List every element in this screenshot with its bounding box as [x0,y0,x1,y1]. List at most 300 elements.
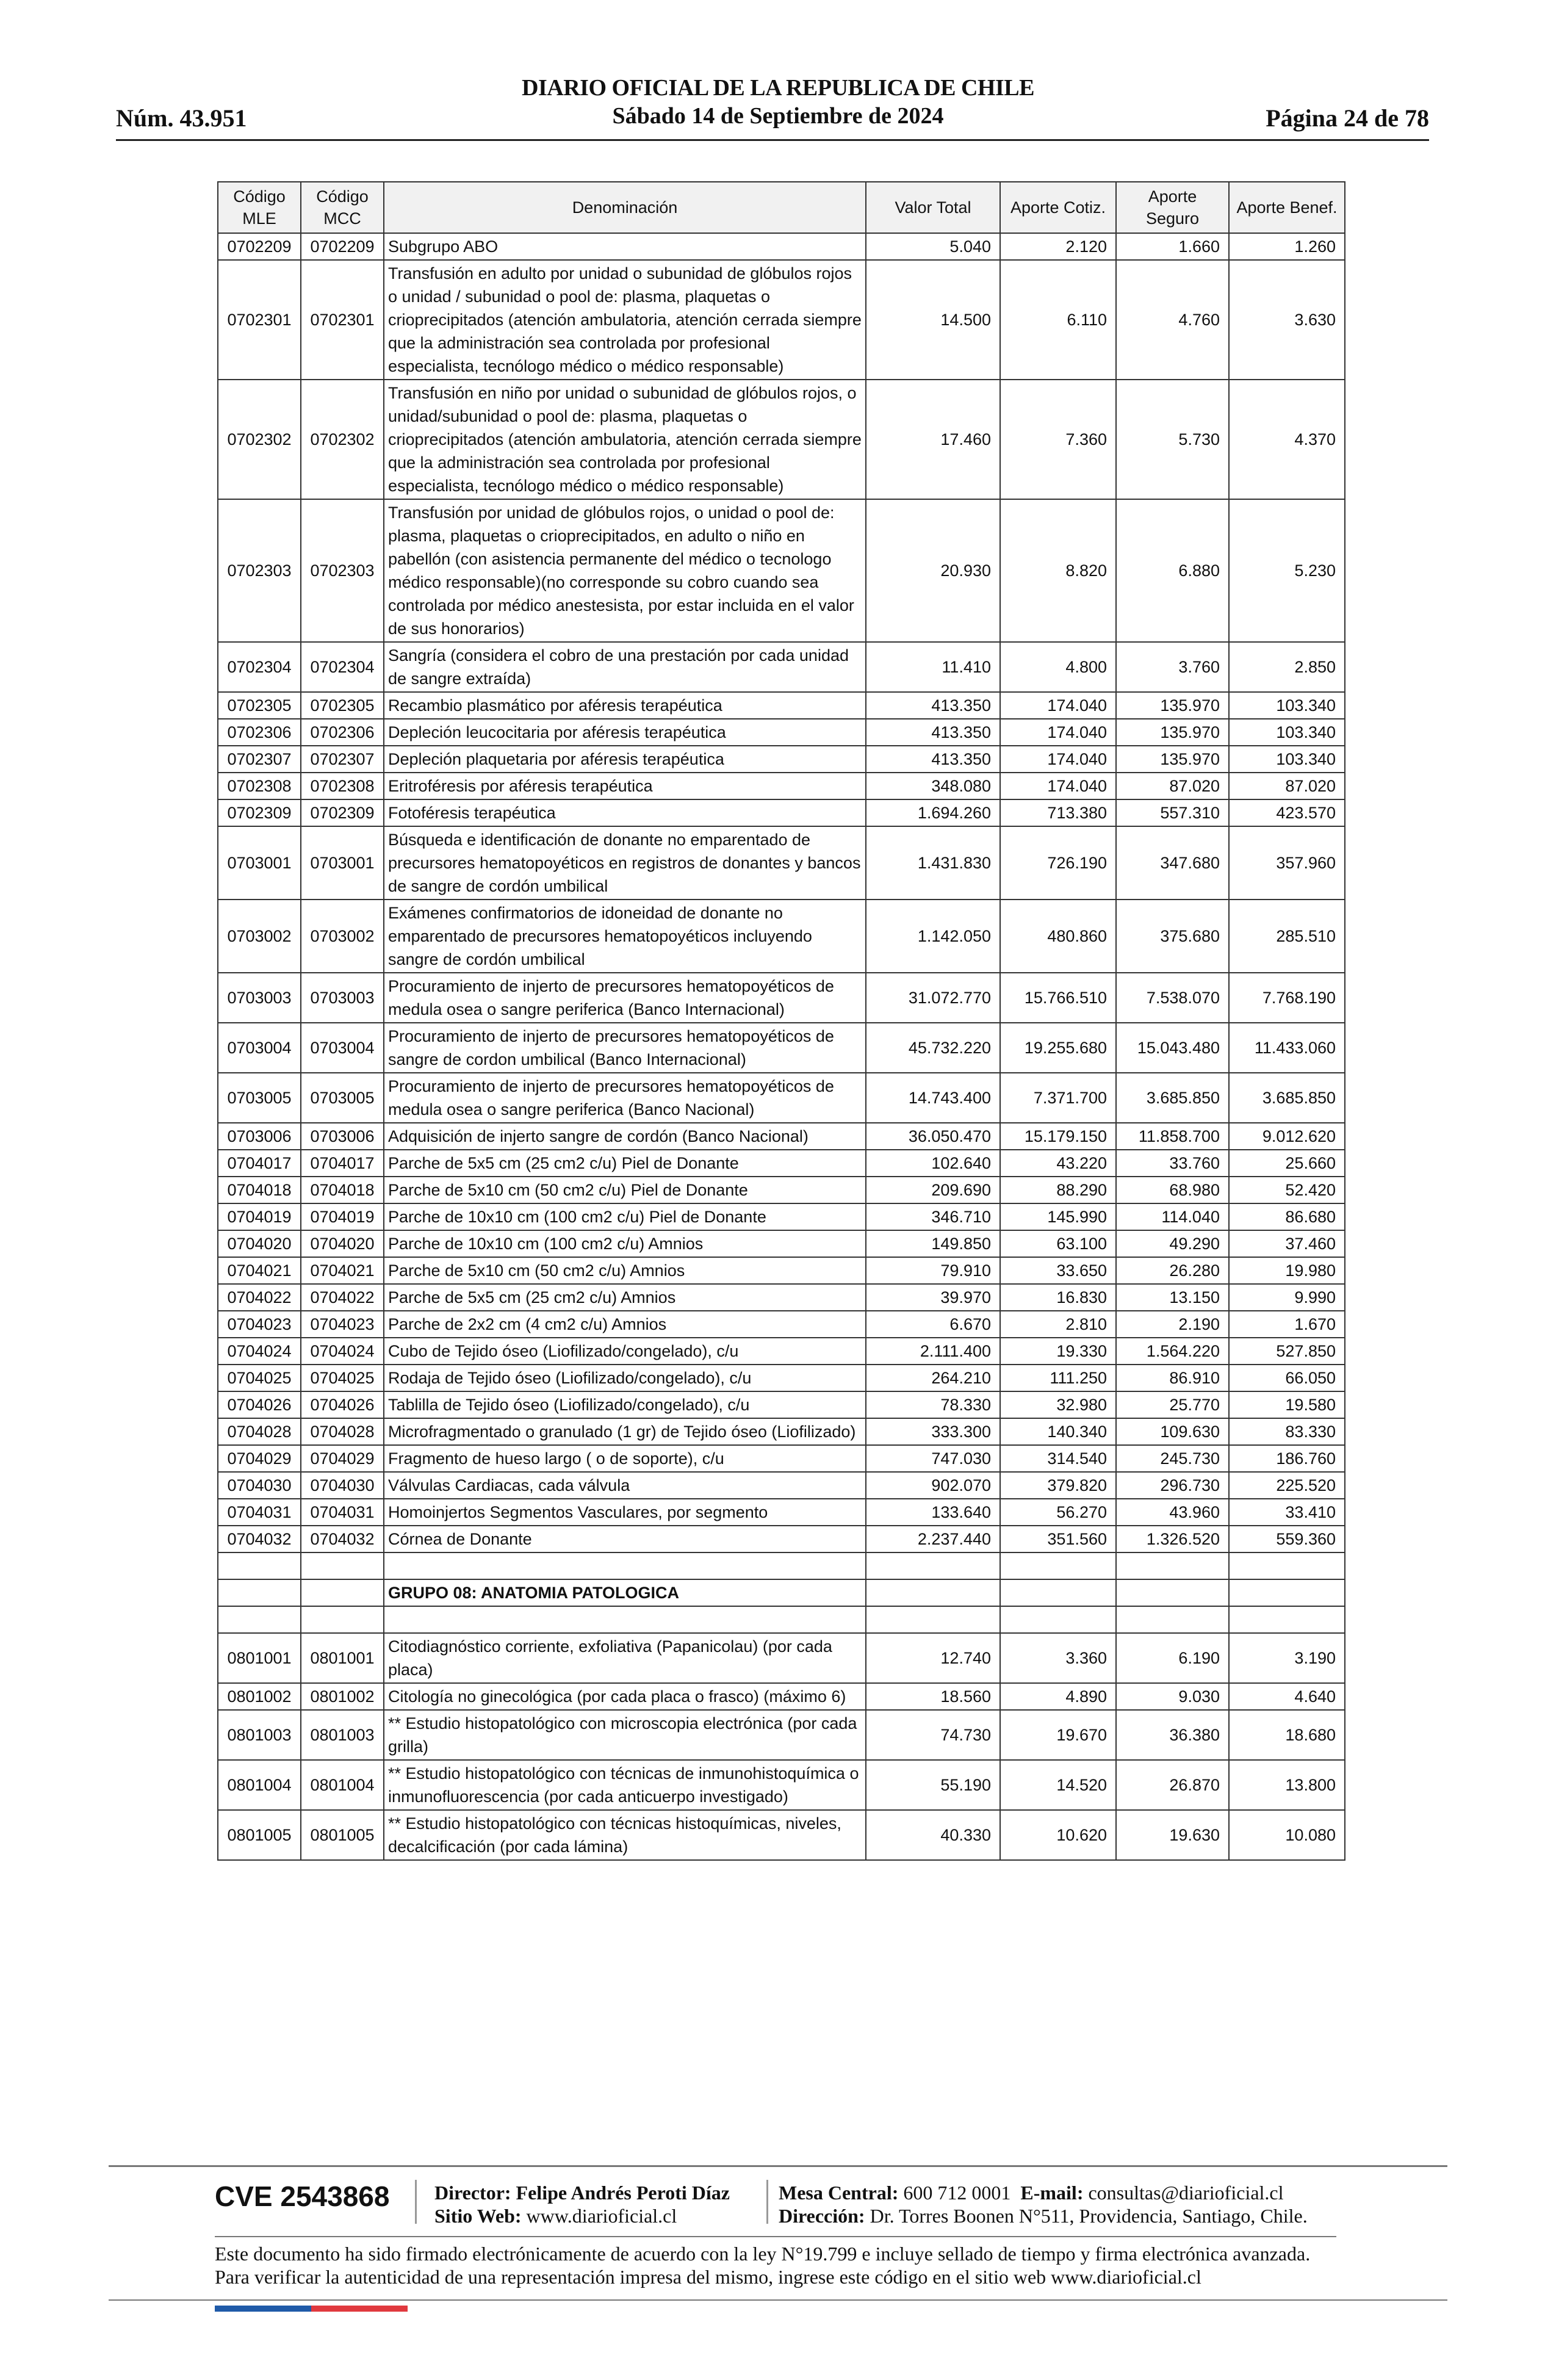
empty-cell [1116,1552,1229,1579]
cell-code-mle: 0703002 [218,900,301,973]
cell-aporte-cotiz: 6.110 [1000,260,1116,380]
cell-valor-total: 14.743.400 [866,1073,1000,1123]
cell-aporte-seguro: 2.190 [1116,1311,1229,1338]
table-row [218,1760,1345,1810]
cell-aporte-cotiz: 7.360 [1000,380,1116,499]
cell-valor-total: 74.730 [866,1710,1000,1760]
cell-code-mle: 0704030 [218,1472,301,1499]
empty-cell [301,1579,384,1606]
table-row [218,1257,1345,1284]
cell-aporte-seguro: 15.043.480 [1116,1023,1229,1073]
empty-cell [1116,1579,1229,1606]
footer-director-block [434,2181,730,2227]
cell-aporte-cotiz: 726.190 [1000,826,1116,900]
empty-cell [301,1552,384,1579]
cell-aporte-cotiz: 111.250 [1000,1365,1116,1391]
cell-code-mle: 0702302 [218,380,301,499]
cell-denominacion: Córnea de Donante [384,1526,866,1552]
cell-aporte-seguro: 109.630 [1116,1418,1229,1445]
cell-valor-total: 6.670 [866,1311,1000,1338]
cell-denominacion: Fragmento de hueso largo ( o de soporte), c/u [384,1445,866,1472]
cell-aporte-cotiz: 33.650 [1000,1257,1116,1284]
cell-code-mle: 0704026 [218,1391,301,1418]
cell-aporte-cotiz: 43.220 [1000,1150,1116,1177]
table-row [218,799,1345,826]
address-label: Dirección: [779,2205,865,2227]
cell-denominacion: Fotoféresis terapéutica [384,799,866,826]
mesa-label: Mesa Central: [779,2182,899,2204]
cell-aporte-cotiz: 15.766.510 [1000,973,1116,1023]
cell-valor-total: 1.694.260 [866,799,1000,826]
cell-aporte-benef: 33.410 [1229,1499,1345,1526]
cell-code-mcc: 0703003 [301,973,384,1023]
cell-aporte-benef: 527.850 [1229,1338,1345,1365]
cell-code-mle: 0702304 [218,642,301,692]
cell-aporte-seguro: 5.730 [1116,380,1229,499]
cell-aporte-benef: 285.510 [1229,900,1345,973]
cell-valor-total: 348.080 [866,773,1000,799]
cell-aporte-seguro: 3.760 [1116,642,1229,692]
cve-code: CVE 2543868 [215,2180,390,2212]
table-row [218,1683,1345,1710]
col-header-denominacion: Denominación [384,182,866,233]
cell-aporte-seguro: 43.960 [1116,1499,1229,1526]
cell-aporte-cotiz: 174.040 [1000,773,1116,799]
cell-valor-total: 78.330 [866,1391,1000,1418]
table-row [218,1230,1345,1257]
cell-aporte-cotiz: 19.255.680 [1000,1023,1116,1073]
cell-code-mle: 0704019 [218,1203,301,1230]
group-heading: GRUPO 08: ANATOMIA PATOLOGICA [384,1579,866,1606]
cell-aporte-benef: 9.990 [1229,1284,1345,1311]
empty-cell [1229,1579,1345,1606]
cell-aporte-cotiz: 4.890 [1000,1683,1116,1710]
cell-code-mcc: 0702303 [301,499,384,642]
cell-denominacion: Parche de 5x5 cm (25 cm2 c/u) Amnios [384,1284,866,1311]
mesa-phone: 600 712 0001 [903,2182,1011,2204]
cell-aporte-benef: 103.340 [1229,692,1345,719]
cell-valor-total: 14.500 [866,260,1000,380]
cell-aporte-seguro: 375.680 [1116,900,1229,973]
address-text: Dr. Torres Boonen N°511, Providencia, Santiago, Chile. [870,2205,1308,2227]
cell-valor-total: 11.410 [866,642,1000,692]
cell-denominacion: Citodiagnóstico corriente, exfoliativa (Papanicolau) (por cada placa) [384,1633,866,1683]
cell-valor-total: 413.350 [866,719,1000,746]
cell-denominacion: Parche de 10x10 cm (100 cm2 c/u) Piel de Donante [384,1203,866,1230]
cell-code-mle: 0704023 [218,1311,301,1338]
cell-code-mle: 0703001 [218,826,301,900]
director-label: Director: [434,2182,511,2204]
cell-code-mle: 0702306 [218,719,301,746]
cell-code-mcc: 0703004 [301,1023,384,1073]
table-row [218,1418,1345,1445]
cell-aporte-benef: 25.660 [1229,1150,1345,1177]
cell-aporte-seguro: 347.680 [1116,826,1229,900]
cell-aporte-benef: 103.340 [1229,719,1345,746]
cell-aporte-cotiz: 19.330 [1000,1338,1116,1365]
cell-aporte-benef: 1.670 [1229,1311,1345,1338]
cell-aporte-seguro: 296.730 [1116,1472,1229,1499]
cell-denominacion: Parche de 5x10 cm (50 cm2 c/u) Amnios [384,1257,866,1284]
cell-valor-total: 17.460 [866,380,1000,499]
cell-valor-total: 55.190 [866,1760,1000,1810]
table-row [218,719,1345,746]
cell-denominacion: ** Estudio histopatológico con técnicas histoquímicas, niveles, decalcificación (por cada lámina) [384,1810,866,1860]
cell-aporte-cotiz: 10.620 [1000,1810,1116,1860]
cell-code-mle: 0704022 [218,1284,301,1311]
email-link[interactable]: consultas@diarioficial.cl [1088,2182,1284,2204]
cell-aporte-seguro: 86.910 [1116,1365,1229,1391]
cell-aporte-cotiz: 174.040 [1000,746,1116,773]
cell-denominacion: Cubo de Tejido óseo (Liofilizado/congelado), c/u [384,1338,866,1365]
cell-code-mle: 0703005 [218,1073,301,1123]
empty-cell [218,1552,301,1579]
cell-aporte-benef: 5.230 [1229,499,1345,642]
cell-code-mcc: 0704020 [301,1230,384,1257]
cell-aporte-benef: 18.680 [1229,1710,1345,1760]
cell-valor-total: 149.850 [866,1230,1000,1257]
cell-denominacion: Exámenes confirmatorios de idoneidad de donante no emparentado de precursores hematopoyéticos incluyendo sangre de cordón umbilical [384,900,866,973]
cell-code-mle: 0704017 [218,1150,301,1177]
cell-aporte-seguro: 135.970 [1116,746,1229,773]
cell-aporte-benef: 357.960 [1229,826,1345,900]
cell-aporte-cotiz: 56.270 [1000,1499,1116,1526]
cell-valor-total: 102.640 [866,1150,1000,1177]
cell-aporte-cotiz: 15.179.150 [1000,1123,1116,1150]
cell-denominacion: Adquisición de injerto sangre de cordón (Banco Nacional) [384,1123,866,1150]
cell-aporte-cotiz: 7.371.700 [1000,1073,1116,1123]
cell-denominacion: ** Estudio histopatológico con técnicas de inmunohistoquímica o inmunofluorescencia (por cada anticuerpo investigado) [384,1760,866,1810]
cell-code-mcc: 0801001 [301,1633,384,1683]
director-name: Felipe Andrés Peroti Díaz [516,2182,730,2204]
cell-code-mle: 0704018 [218,1177,301,1203]
cell-denominacion: Válvulas Cardiacas, cada válvula [384,1472,866,1499]
cell-valor-total: 346.710 [866,1203,1000,1230]
cell-valor-total: 79.910 [866,1257,1000,1284]
cell-code-mcc: 0702308 [301,773,384,799]
cell-valor-total: 20.930 [866,499,1000,642]
cell-aporte-seguro: 9.030 [1116,1683,1229,1710]
empty-cell [1000,1579,1116,1606]
cell-code-mle: 0704020 [218,1230,301,1257]
empty-cell [1000,1606,1116,1633]
cell-denominacion: Citología no ginecológica (por cada placa o frasco) (máximo 6) [384,1683,866,1710]
table-row [218,746,1345,773]
cell-denominacion: Procuramiento de injerto de precursores hematopoyéticos de medula osea o sangre periferica (Banco Internacional) [384,973,866,1023]
cell-aporte-seguro: 49.290 [1116,1230,1229,1257]
cell-code-mcc: 0702209 [301,233,384,260]
cell-code-mcc: 0702309 [301,799,384,826]
cell-aporte-cotiz: 174.040 [1000,719,1116,746]
cell-code-mcc: 0702305 [301,692,384,719]
cell-valor-total: 40.330 [866,1810,1000,1860]
table-row [218,1150,1345,1177]
empty-cell [301,1606,384,1633]
cell-denominacion: Parche de 2x2 cm (4 cm2 c/u) Amnios [384,1311,866,1338]
cell-denominacion: Procuramiento de injerto de precursores hematopoyéticos de medula osea o sangre periferica (Banco Nacional) [384,1073,866,1123]
footer-contact-block [779,2181,1308,2227]
issue-date: Sábado 14 de Septiembre de 2024 [612,103,944,129]
table-row [218,900,1345,973]
cell-aporte-seguro: 36.380 [1116,1710,1229,1760]
cell-code-mle: 0801003 [218,1710,301,1760]
cell-code-mcc: 0801005 [301,1810,384,1860]
cell-code-mcc: 0703005 [301,1073,384,1123]
cell-denominacion: Procuramiento de injerto de precursores hematopoyéticos de sangre de cordon umbilical (Banco Internacional) [384,1023,866,1073]
col-header-mle: Código MLE [218,182,301,233]
cell-aporte-benef: 11.433.060 [1229,1023,1345,1073]
cell-code-mle: 0704032 [218,1526,301,1552]
empty-cell [1229,1552,1345,1579]
cell-denominacion: Transfusión en adulto por unidad o subunidad de glóbulos rojos o unidad / subunidad o pool de: plasma, plaquetas o crioprecipitados (atención ambulatoria, atención cerrada siempre que la administración sea controlada por profesional especialista, tecnólogo médico o médico responsable) [384,260,866,380]
empty-cell [384,1552,866,1579]
cell-code-mle: 0801001 [218,1633,301,1683]
cell-aporte-seguro: 1.326.520 [1116,1526,1229,1552]
cell-code-mle: 0801004 [218,1760,301,1810]
cell-code-mcc: 0801004 [301,1760,384,1810]
table-row [218,499,1345,642]
empty-cell [1000,1552,1116,1579]
cell-code-mcc: 0704017 [301,1150,384,1177]
cell-aporte-benef: 3.190 [1229,1633,1345,1683]
cell-aporte-cotiz: 32.980 [1000,1391,1116,1418]
cell-denominacion: Tablilla de Tejido óseo (Liofilizado/congelado), c/u [384,1391,866,1418]
cell-aporte-seguro: 19.630 [1116,1810,1229,1860]
cell-code-mle: 0704021 [218,1257,301,1284]
cell-aporte-cotiz: 63.100 [1000,1230,1116,1257]
cell-aporte-seguro: 7.538.070 [1116,973,1229,1023]
cell-valor-total: 12.740 [866,1633,1000,1683]
cell-aporte-seguro: 26.280 [1116,1257,1229,1284]
cell-code-mcc: 0703006 [301,1123,384,1150]
cell-code-mle: 0702308 [218,773,301,799]
cell-aporte-seguro: 4.760 [1116,260,1229,380]
cell-code-mcc: 0703001 [301,826,384,900]
cell-aporte-benef: 86.680 [1229,1203,1345,1230]
table-row [218,1284,1345,1311]
cell-aporte-benef: 83.330 [1229,1418,1345,1445]
cell-valor-total: 209.690 [866,1177,1000,1203]
table-row [218,826,1345,900]
cell-denominacion: Transfusión por unidad de glóbulos rojos, o unidad o pool de: plasma, plaquetas o crioprecipitados, en adulto o niño en pabellón (con asistencia permanente del médico o tecnologo médico responsable)(no corresponde su cobro cuando sea controlada por médico anestesista, por estar incluida en el valor de sus honorarios) [384,499,866,642]
issue-number: Núm. 43.951 [116,104,247,132]
cell-aporte-benef: 559.360 [1229,1526,1345,1552]
cell-aporte-benef: 13.800 [1229,1760,1345,1810]
cell-valor-total: 45.732.220 [866,1023,1000,1073]
empty-cell [866,1552,1000,1579]
cell-aporte-seguro: 557.310 [1116,799,1229,826]
cell-denominacion: Eritroféresis por aféresis terapéutica [384,773,866,799]
cell-aporte-seguro: 33.760 [1116,1150,1229,1177]
cell-denominacion: Sangría (considera el cobro de una prestación por cada unidad de sangre extraída) [384,642,866,692]
table-spacer-row [218,1606,1345,1633]
cell-valor-total: 1.142.050 [866,900,1000,973]
cell-denominacion: Búsqueda e identificación de donante no emparentado de precursores hematopoyéticos en registros de donantes y bancos de sangre de cordón umbilical [384,826,866,900]
cell-aporte-benef: 7.768.190 [1229,973,1345,1023]
cell-valor-total: 264.210 [866,1365,1000,1391]
cell-code-mcc: 0702301 [301,260,384,380]
cell-code-mcc: 0702307 [301,746,384,773]
table-header-row [218,182,1345,233]
cell-aporte-seguro: 6.190 [1116,1633,1229,1683]
cell-aporte-seguro: 1.564.220 [1116,1338,1229,1365]
cell-code-mcc: 0703002 [301,900,384,973]
cell-aporte-seguro: 245.730 [1116,1445,1229,1472]
table-spacer-row [218,1552,1345,1579]
cell-valor-total: 2.111.400 [866,1338,1000,1365]
cell-valor-total: 333.300 [866,1418,1000,1445]
cell-denominacion: Recambio plasmático por aféresis terapéutica [384,692,866,719]
empty-cell [218,1579,301,1606]
cell-aporte-seguro: 135.970 [1116,692,1229,719]
table-row [218,973,1345,1023]
cell-aporte-cotiz: 2.120 [1000,233,1116,260]
cell-code-mle: 0702307 [218,746,301,773]
table-row [218,1810,1345,1860]
cell-denominacion: Depleción plaquetaria por aféresis terapéutica [384,746,866,773]
cell-valor-total: 902.070 [866,1472,1000,1499]
cell-denominacion: Depleción leucocitaria por aféresis terapéutica [384,719,866,746]
table-row [218,1445,1345,1472]
email-label: E-mail: [1020,2182,1084,2204]
col-header-aporte-cotiz: Aporte Cotiz. [1000,182,1116,233]
cell-aporte-cotiz: 713.380 [1000,799,1116,826]
table-row [218,1177,1345,1203]
cell-code-mle: 0704028 [218,1418,301,1445]
cell-aporte-benef: 225.520 [1229,1472,1345,1499]
empty-cell [866,1579,1000,1606]
col-header-valor-total: Valor Total [866,182,1000,233]
cell-aporte-benef: 3.630 [1229,260,1345,380]
cell-code-mcc: 0704022 [301,1284,384,1311]
cell-code-mcc: 0801003 [301,1710,384,1760]
cell-aporte-benef: 103.340 [1229,746,1345,773]
empty-cell [384,1606,866,1633]
cell-valor-total: 413.350 [866,692,1000,719]
cell-aporte-benef: 423.570 [1229,799,1345,826]
cell-aporte-benef: 66.050 [1229,1365,1345,1391]
empty-cell [218,1606,301,1633]
cell-aporte-cotiz: 140.340 [1000,1418,1116,1445]
cell-denominacion: Parche de 10x10 cm (100 cm2 c/u) Amnios [384,1230,866,1257]
empty-cell [1116,1606,1229,1633]
cell-aporte-benef: 10.080 [1229,1810,1345,1860]
cell-aporte-cotiz: 379.820 [1000,1472,1116,1499]
cell-aporte-cotiz: 3.360 [1000,1633,1116,1683]
signature-note: Este documento ha sido firmado electrónicamente de acuerdo con la ley N°19.799 e incluye sellado de tiempo y firma electrónica avanzada. Para verificar la autenticidad de una representación impresa del mismo, ingrese este código en el sitio web www.diarioficial.cl [215,2243,1311,2288]
cell-aporte-seguro: 87.020 [1116,773,1229,799]
cell-aporte-benef: 37.460 [1229,1230,1345,1257]
cell-code-mcc: 0704018 [301,1177,384,1203]
cell-code-mcc: 0801002 [301,1683,384,1710]
table-row [218,1311,1345,1338]
table-row [218,1633,1345,1683]
table-row [218,1073,1345,1123]
cell-code-mle: 0704025 [218,1365,301,1391]
col-header-aporte-seguro: Aporte Seguro [1116,182,1229,233]
cell-aporte-cotiz: 145.990 [1000,1203,1116,1230]
col-header-mcc: Código MCC [301,182,384,233]
cell-denominacion: Transfusión en niño por unidad o subunidad de glóbulos rojos, o unidad/subunidad o pool de: plasma, plaquetas o crioprecipitados (atención ambulatoria, atención cerrada siempre que la administración sea controlada por profesional especialista, tecnólogo médico o médico responsable) [384,380,866,499]
footer-divider [766,2180,768,2224]
empty-cell [866,1606,1000,1633]
cell-aporte-benef: 4.370 [1229,380,1345,499]
table-row [218,1365,1345,1391]
table-row [218,1023,1345,1073]
footer-top-rule [109,2165,1447,2167]
cell-code-mle: 0703003 [218,973,301,1023]
cell-code-mle: 0702209 [218,233,301,260]
web-link[interactable]: www.diarioficial.cl [526,2205,677,2227]
cell-aporte-benef: 186.760 [1229,1445,1345,1472]
cell-code-mcc: 0704026 [301,1391,384,1418]
footer-bottom-rule [109,2299,1447,2301]
web-label: Sitio Web: [434,2205,522,2227]
table-row [218,642,1345,692]
cell-aporte-seguro: 3.685.850 [1116,1073,1229,1123]
table-body [218,233,1345,1860]
cell-denominacion: Homoinjertos Segmentos Vasculares, por segmento [384,1499,866,1526]
cell-aporte-cotiz: 4.800 [1000,642,1116,692]
cell-aporte-cotiz: 174.040 [1000,692,1116,719]
cell-code-mcc: 0704023 [301,1311,384,1338]
cell-denominacion: Subgrupo ABO [384,233,866,260]
cell-aporte-benef: 3.685.850 [1229,1073,1345,1123]
table-row [218,1203,1345,1230]
cell-valor-total: 36.050.470 [866,1123,1000,1150]
table-row [218,1710,1345,1760]
cell-valor-total: 747.030 [866,1445,1000,1472]
table-row [218,260,1345,380]
table-row [218,1499,1345,1526]
cell-valor-total: 39.970 [866,1284,1000,1311]
footer-mid-rule [215,2236,1336,2237]
cell-aporte-benef: 2.850 [1229,642,1345,692]
cell-code-mle: 0702305 [218,692,301,719]
cell-aporte-cotiz: 88.290 [1000,1177,1116,1203]
col-header-aporte-benef: Aporte Benef. [1229,182,1345,233]
cell-aporte-benef: 19.580 [1229,1391,1345,1418]
cell-aporte-seguro: 114.040 [1116,1203,1229,1230]
cell-code-mcc: 0704032 [301,1526,384,1552]
page-indicator: Página 24 de 78 [1266,104,1429,132]
cell-denominacion: ** Estudio histopatológico con microscopia electrónica (por cada grilla) [384,1710,866,1760]
cell-aporte-seguro: 68.980 [1116,1177,1229,1203]
cell-aporte-cotiz: 19.670 [1000,1710,1116,1760]
cell-code-mle: 0702303 [218,499,301,642]
cell-code-mle: 0702309 [218,799,301,826]
cell-code-mle: 0703006 [218,1123,301,1150]
cell-code-mle: 0702301 [218,260,301,380]
group-heading-row [218,1579,1345,1606]
empty-cell [1229,1606,1345,1633]
flag-bar-red [311,2306,408,2312]
cell-code-mle: 0801005 [218,1810,301,1860]
cell-valor-total: 18.560 [866,1683,1000,1710]
table-row [218,1123,1345,1150]
table-row [218,233,1345,260]
cell-aporte-cotiz: 314.540 [1000,1445,1116,1472]
cell-code-mcc: 0704021 [301,1257,384,1284]
cell-aporte-seguro: 11.858.700 [1116,1123,1229,1150]
newspaper-title: DIARIO OFICIAL DE LA REPUBLICA DE CHILE [522,75,1034,101]
cell-aporte-cotiz: 2.810 [1000,1311,1116,1338]
cell-valor-total: 2.237.440 [866,1526,1000,1552]
cell-aporte-benef: 9.012.620 [1229,1123,1345,1150]
cell-aporte-cotiz: 351.560 [1000,1526,1116,1552]
cell-denominacion: Parche de 5x10 cm (50 cm2 c/u) Piel de Donante [384,1177,866,1203]
cell-code-mcc: 0702302 [301,380,384,499]
